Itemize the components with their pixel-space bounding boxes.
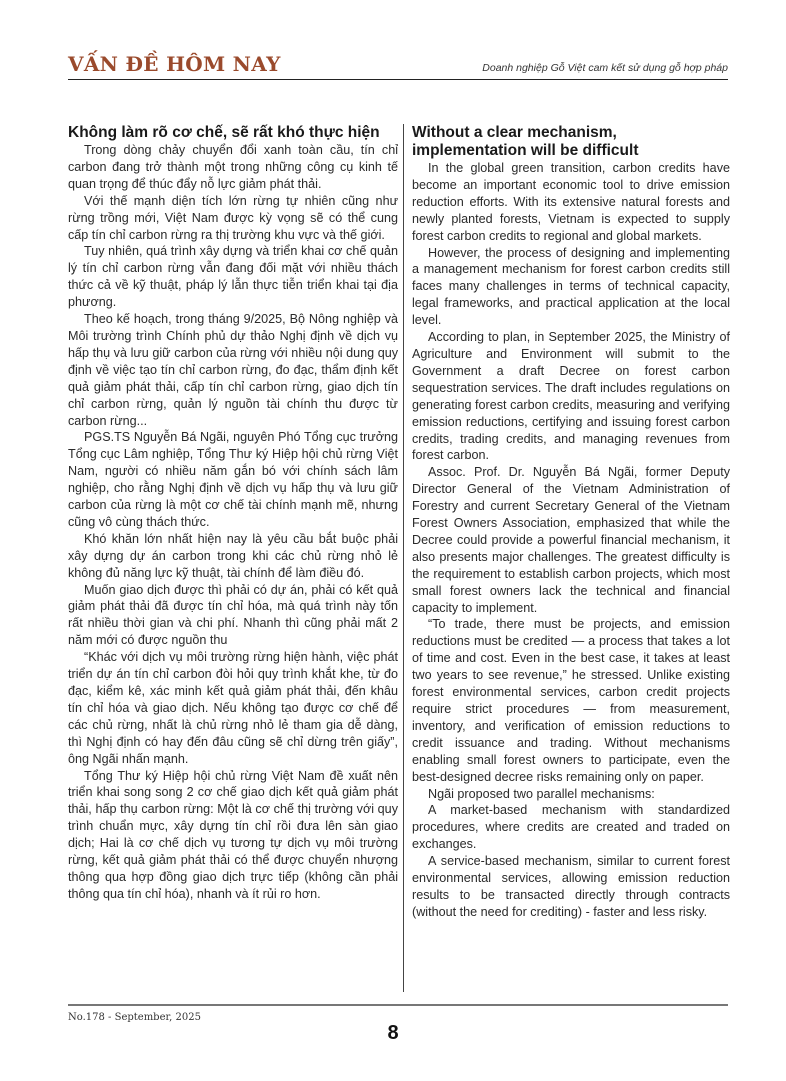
english-paragraph: According to plan, in September 2025, the Ministry of Agriculture and Environment will submit to the Government a draft Decree on forest carbon sequestration services. The draft includes regulations on generating forest carbon credits, measuring and verifying emission reductions, certifying and issuing forest carbon credits, trading credits, and managing revenues from forest carbon. [412, 330, 730, 463]
running-title: Doanh nghiệp Gỗ Việt cam kết sử dụng gỗ hợp pháp [482, 62, 728, 74]
english-paragraph: A market-based mechanism with standardized procedures, where credits are created and traded on exchanges. [412, 803, 730, 852]
vietnamese-paragraph: PGS.TS Nguyễn Bá Ngãi, nguyên Phó Tổng cục trưởng Tổng cục Lâm nghiệp, Tổng Thư ký Hiệp hội chủ rừng Việt Nam, người có nhiều năm gắn bó với chính sách lâm nghiệp, cho rằng Nghị định về dịch vụ hấp thụ và lưu giữ carbon của rừng là một cơ chế tài chính mạnh mẽ, nhưng cũng vô cùng thách thức. [68, 430, 398, 529]
page-header [68, 52, 728, 80]
vietnamese-heading: Không làm rõ cơ chế, sẽ rất khó thực hiện [68, 124, 380, 141]
vietnamese-paragraph: Tuy nhiên, quá trình xây dựng và triển khai cơ chế quản lý tín chỉ carbon rừng vẫn đang đối mặt với nhiều thách thức cả về kỹ thuật, pháp lý lẫn thực tiễn triển khai tại địa phương. [68, 244, 398, 310]
footer-rule [68, 1004, 728, 1006]
english-paragraph: A service-based mechanism, similar to current forest environmental services, allowing emission reduction results to be transacted directly through contracts (without the need for crediting) - faster and less risky. [412, 854, 730, 919]
english-heading: Without a clear mechanism, implementation will be difficult [412, 124, 639, 159]
page-number: 8 [387, 1022, 399, 1044]
vietnamese-paragraph: Khó khăn lớn nhất hiện nay là yêu cầu bắt buộc phải xây dựng dự án carbon trong khi các chủ rừng nhỏ lẻ không đủ năng lực kỹ thuật, tài chính để làm điều đó. [68, 531, 398, 580]
vietnamese-column [68, 124, 398, 903]
english-paragraph: Ngãi proposed two parallel mechanisms: [428, 786, 655, 801]
vietnamese-paragraph: “Khác với dịch vụ môi trường rừng hiện hành, việc phát triển dự án tín chỉ carbon đòi hỏi quy trình khắt khe, từ đo đạc, kiểm kê, xác minh kết quả giảm phát thải, đến khâu tín chỉ hóa và giao dịch. Nếu không tạo được cơ chế để các chủ rừng, nhất là chủ rừng nhỏ lẻ tham gia dễ dàng, thì Nghị định có hay đến đâu cũng sẽ chỉ dừng trên giấy”, ông Ngãi nhấn mạnh. [68, 650, 398, 766]
vietnamese-paragraph: Tổng Thư ký Hiệp hội chủ rừng Việt Nam đề xuất nên triển khai song song 2 cơ chế giao dịch kết quả giảm phát thải, hấp thụ carbon rừng: Một là cơ chế thị trường với quy trình chuẩn mực, xây dựng tín chỉ rồi đưa lên sàn giao dịch; Hai là cơ chế dịch vụ tương tự dịch vụ môi trường rừng, kết quả giảm phát thải có thể được chuyển nhượng thông qua hợp đồng giao dịch trực tiếp (không cần phải thông qua tín chỉ hóa), nhanh và ít rủi ro hơn. [68, 768, 398, 901]
vietnamese-paragraph: Theo kế hoạch, trong tháng 9/2025, Bộ Nông nghiệp và Môi trường trình Chính phủ dự thảo Nghị định về dịch vụ hấp thụ và lưu giữ carbon của rừng với nhiều nội dung quy định về việc tạo tín chỉ carbon rừng, đo đạc, thẩm định kết quả giảm phát thải, cấp tín chỉ carbon rừng, giao dịch tín chỉ carbon rừng, quản lý nguồn tài chính thu được từ carbon rừng... [68, 312, 398, 428]
english-paragraph: Assoc. Prof. Dr. Nguyễn Bá Ngãi, former Deputy Director General of the Vietnam Administration of Forestry and current Secretary General of the Vietnam Forest Owners Association, emphasized that while the Decree could provide a powerful financial mechanism, it also presents major challenges. The greatest difficulty is the requirement to establish carbon projects, which most small forest owners lack the technical and financial capacity to implement. [412, 465, 730, 615]
section-title: VẤN ĐỀ HÔM NAY [68, 52, 281, 76]
english-paragraph: However, the process of designing and implementing a management mechanism for forest carbon credits still faces many challenges in terms of technical capacity, legal frameworks, and practical application at the local level. [412, 245, 730, 328]
vietnamese-paragraph: Trong dòng chảy chuyển đổi xanh toàn cầu, tín chỉ carbon đang trở thành một trong những công cụ kinh tế quan trọng để thúc đẩy nỗ lực giảm phát thải. [68, 143, 398, 191]
english-column [412, 124, 730, 921]
issue-info: No.178 - September, 2025 [68, 1012, 201, 1023]
english-paragraph: In the global green transition, carbon credits have become an important economic tool to drive emission reduction efforts. With its extensive natural forests and newly planted forests, Vietnam is expected to supply forest carbon credits to regional and global markets. [412, 161, 730, 243]
vietnamese-paragraph: Muốn giao dịch được thì phải có dự án, phải có kết quả giảm phát thải đã được tín chỉ hóa, mà quá trình này tốn rất nhiều thời gian và chi phí. Nhanh thì cũng phải mất 2 năm mới có được nguồn thu [68, 582, 398, 648]
english-paragraph: “To trade, there must be projects, and emission reductions must be credited — a process that takes a lot of time and cost. Even in the best case, it takes at least two years to see revenue,” he stressed. Unlike existing forest environmental services, carbon credit projects require strict procedures — from measurement, inventory, and verification of emission reductions to credit issuance and trading. Without mechanisms enabling small forest owners to participate, even the best-designed decree risks remaining only on paper. [412, 617, 730, 784]
vietnamese-paragraph: Với thế mạnh diện tích lớn rừng tự nhiên cũng như rừng trồng mới, Việt Nam được kỳ vọng sẽ có thể cung cấp tín chỉ carbon rừng ra thị trường khu vực và thế giới. [68, 193, 398, 242]
column-divider [403, 124, 404, 992]
header-rule [68, 79, 728, 80]
